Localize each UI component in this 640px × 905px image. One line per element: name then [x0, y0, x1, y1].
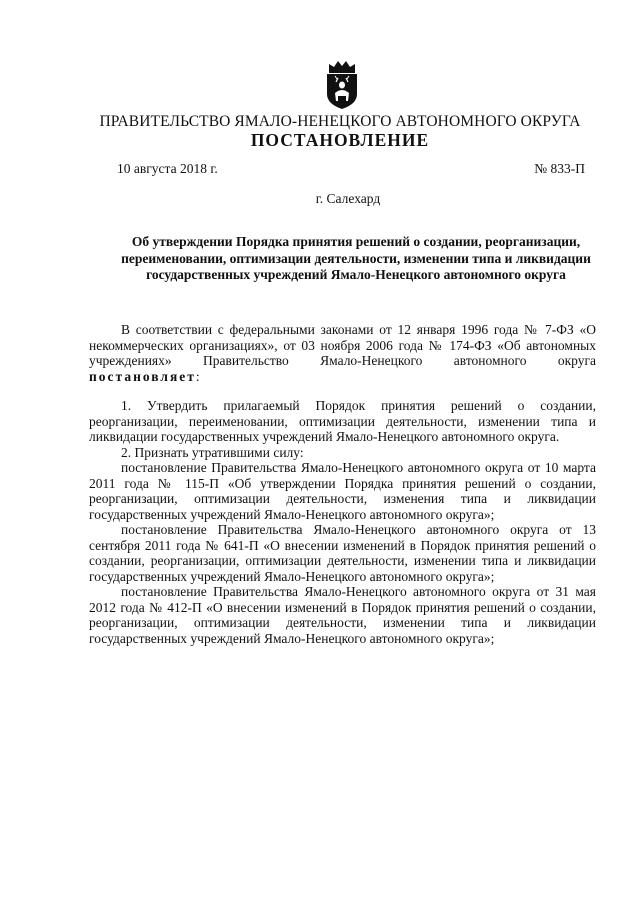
document-body: [89, 322, 596, 646]
decree-word: постановляет: [89, 368, 196, 384]
item-paragraph: 1. Утвердить прилагаемый Порядок принятия решений о создании, реорганизации, переименовании, оптимизации деятельности, изменении типа и ликвидации государственных учреждений Ямало-Ненецкого автономного округа.: [89, 398, 596, 444]
preamble-colon: :: [195, 368, 200, 384]
item-paragraph: постановление Правительства Ямало-Ненецкого автономного округа от 13 сентября 2011 года № 641-П «О внесении изменений в Порядок принятия решений о создании, реорганизации, оптимизации деятельности, изменении типа и ликвидации государственных учреждений Ямало-Ненецкого автономного округа»;: [89, 522, 596, 584]
paragraph-gap: [89, 384, 596, 398]
coat-of-arms-icon: [321, 60, 363, 110]
preamble-paragraph: [89, 322, 596, 384]
document-city: г. Салехард: [315, 191, 381, 206]
coat-of-arms-emblem: [321, 60, 363, 110]
preamble-text: В соответствии с федеральными законами от 12 января 1996 года № 7-ФЗ «О некоммерческих организациях», от 03 ноября 2006 года № 174-ФЗ «Об автономных учреждениях» Правительство Ямало-Ненецкого автономного округа: [89, 322, 596, 368]
document-title: Об утверждении Порядка принятия решений о создании, реорганизации, переименовании, оптимизации деятельности, изменении типа и ликвидации государственных учреждений Ямало-Ненецкого автономного округа: [121, 234, 591, 282]
document-date: 10 августа 2018 г.: [117, 161, 218, 176]
item-paragraph: постановление Правительства Ямало-Ненецкого автономного округа от 31 мая 2012 года № 412-П «О внесении изменений в Порядок принятия решений о создании, реорганизации, оптимизации деятельности, изменении типа и ликвидации государственных учреждений Ямало-Ненецкого автономного округа»;: [89, 584, 596, 646]
item-paragraph: 2. Признать утратившими силу:: [121, 444, 304, 460]
item-paragraph: постановление Правительства Ямало-Ненецкого автономного округа от 10 марта 2011 года № 115-П «Об утверждении Порядка принятия решений о создании, реорганизации, оптимизации деятельности, изменения типа и ликвидации государственных учреждений Ямало-Ненецкого автономного округа»;: [89, 460, 596, 522]
document-number: № 833-П: [534, 161, 585, 176]
government-title: ПРАВИТЕЛЬСТВО ЯМАЛО-НЕНЕЦКОГО АВТОНОМНОГО ОКРУГА: [99, 113, 581, 130]
document-type: ПОСТАНОВЛЕНИЕ: [250, 130, 430, 150]
